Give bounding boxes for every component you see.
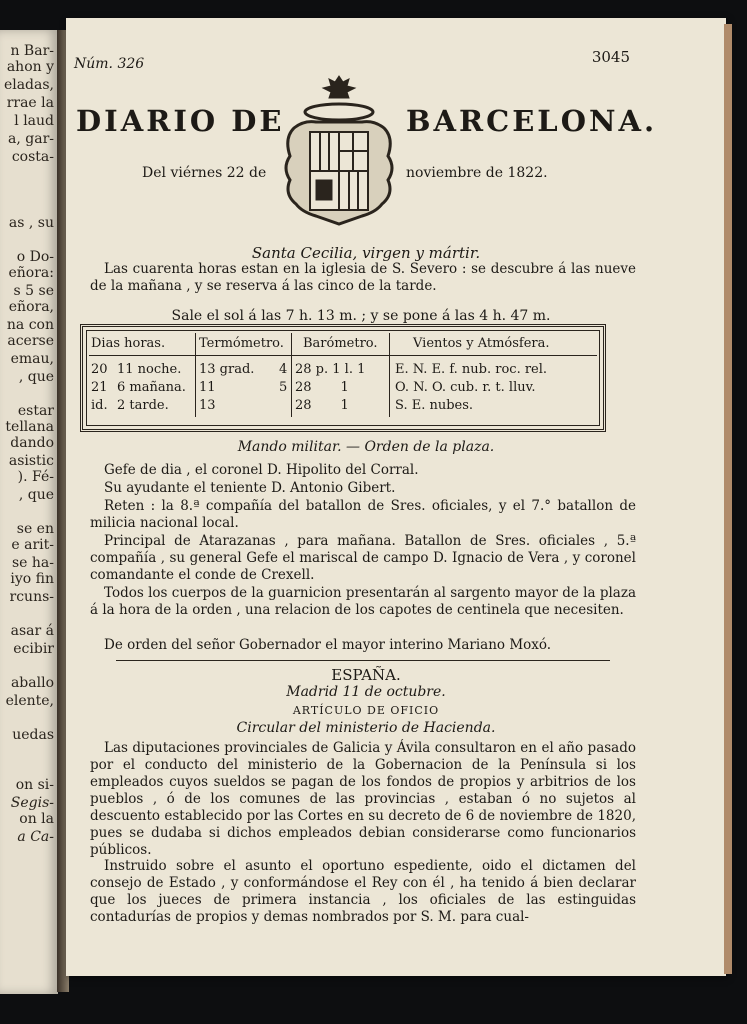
left-page-text-fragment: aballo <box>10 675 54 691</box>
section-divider <box>116 660 610 661</box>
left-page-text-fragment: e arit- <box>11 537 54 553</box>
spain-p2: Instruido sobre el asunto el oportuno espediente, oido el dictamen del consejo de Estado , y conformándose el Rey con él , ha tenido á bien declarar que los jueces de primera instancia , los oficiales de las estinguidas contadurías de propios y demas nombrados por S. M. para cual- <box>90 858 636 925</box>
weather-cell: 13 grad. <box>199 362 255 377</box>
date-left: Del viérnes 22 de <box>142 165 267 181</box>
forty-hours-notice: Las cuarenta horas estan en la iglesia de S. Severo : se descubre á las nueve de la mañana , y se reserva á las cinco de la tarde. <box>90 261 636 294</box>
left-page-text-fragment: ahon y <box>6 59 54 75</box>
military-heading: Mando militar. — Orden de la plaza. <box>237 439 495 455</box>
date-right: noviembre de 1822. <box>406 165 548 181</box>
left-page-text-fragment: a Ca- <box>17 829 54 845</box>
page-number: 3045 <box>591 48 630 66</box>
left-page-text-fragment: on la <box>19 811 54 827</box>
left-page-text-fragment: eladas, <box>3 77 54 93</box>
military-p6: De orden del señor Gobernador el mayor interino Mariano Moxó. <box>104 637 552 653</box>
weather-cell: 20 <box>91 362 108 377</box>
weather-cell: 13 <box>199 398 216 413</box>
left-page-text-fragment: ecibir <box>13 641 54 657</box>
left-page-text-fragment: s 5 se <box>13 283 54 299</box>
left-page-text-fragment: asar á <box>10 623 54 639</box>
weather-cell: 4 <box>279 362 288 377</box>
left-page-text-fragment: as , su <box>8 215 54 231</box>
barcelona-coat-of-arms-icon <box>280 72 398 232</box>
left-page-text-fragment: iyo fin <box>10 571 54 587</box>
sunrise-sunset: Sale el sol á las 7 h. 13 m. ; y se pone á las 4 h. 47 m. <box>171 308 551 324</box>
article-kind: ARTÍCULO DE OFICIO <box>292 704 440 717</box>
weather-cell: 21 <box>91 380 108 395</box>
masthead-title-left: DIARIO DE <box>76 104 285 138</box>
weather-table <box>80 324 606 432</box>
weather-cell: 5 <box>279 380 288 395</box>
left-page-text-fragment: asistic <box>8 453 54 469</box>
left-page-text-fragment: dando <box>10 435 54 451</box>
left-page-text-fragment: a, gar- <box>8 131 54 147</box>
left-page-text-fragment: rcuns- <box>9 589 54 605</box>
left-page-text-fragment: Segis- <box>10 795 54 811</box>
left-page-text-fragment: n Bar- <box>10 43 54 59</box>
left-page-text-fragment: elente, <box>5 693 54 709</box>
weather-cell: E. N. E. f. nub. roc. rel. <box>395 362 548 377</box>
left-page-text-fragment: on si- <box>15 777 54 793</box>
military-p1: Gefe de dia , el coronel D. Hipolito del Corral. <box>104 462 419 478</box>
weather-header-barometer: Barómetro. <box>303 336 378 351</box>
military-p2: Su ayudante el teniente D. Antonio Gibert. <box>104 480 396 496</box>
left-page-text-fragment: emau, <box>10 351 54 367</box>
weather-cell: 2 tarde. <box>117 398 169 413</box>
weather-cell: 11 noche. <box>117 362 182 377</box>
weather-cell: 28 1 <box>295 398 349 413</box>
left-page-text-fragment: eñora: <box>8 265 54 281</box>
military-p3: Reten : la 8.ª compañía del batallon de Sres. oficiales, y el 7.° batallon de milicia nacional local. <box>90 498 636 531</box>
left-page-text-fragment: tellana <box>5 419 54 435</box>
left-page-text-fragment: l laud <box>14 113 54 129</box>
military-p4: Principal de Atarazanas , para mañana. Batallon de Sres. oficiales , 5.ª compañía , su general Gefe el mariscal de campo D. Ignacio de Vera , y coronel comandante el conde de Crexell. <box>90 533 636 583</box>
military-p5: Todos los cuerpos de la guarnicion presentarán al sargento mayor de la plaza á la hora de la orden , una relacion de los capotes de centinela que necesiten. <box>90 585 636 618</box>
left-page-text-fragment: acerse <box>7 333 54 349</box>
left-page-fragment <box>0 30 58 994</box>
page-edge <box>724 24 732 974</box>
left-page-text-fragment: estar <box>17 403 54 419</box>
spain-p1: Las diputaciones provinciales de Galicia y Ávila consultaron en el año pasado por el conducto del ministerio de la Gobernacion de la Península si los empleados cuyos sueldos se pagan de los fondos de propios y arbitrios de los pueblos , ó de los comunes de las provincias , estaban ó no sujetos al descuento establecido por las Cortes en su decreto de 6 de noviembre de 1820, pues se dudaba si dichos empleados debian considerarse como funcionarios públicos. <box>90 740 636 858</box>
left-page-text-fragment: , que <box>18 369 54 385</box>
left-page-text-fragment: se en <box>16 521 54 537</box>
weather-cell: 6 mañana. <box>117 380 186 395</box>
weather-header-thermometer: Termómetro. <box>199 336 284 351</box>
masthead-title-right: BARCELONA. <box>406 104 658 138</box>
left-page-text-fragment: na con <box>6 317 54 333</box>
weather-cell: 28 1 <box>295 380 349 395</box>
weather-cell: id. <box>91 398 108 413</box>
weather-cell: 28 p. 1 l. 1 <box>295 362 366 377</box>
spain-heading: ESPAÑA. <box>331 666 401 684</box>
left-page-text-fragment: rrae la <box>6 95 54 111</box>
left-page-text-fragment: costa- <box>11 149 54 165</box>
weather-header-days: Dias horas. <box>91 336 166 351</box>
left-page-text-fragment: se ha- <box>11 555 54 571</box>
left-page-text-fragment: ). Fé- <box>17 469 54 485</box>
issue-number: Núm. 326 <box>74 56 145 72</box>
weather-cell: 11 <box>199 380 216 395</box>
newspaper-page <box>66 18 726 976</box>
dateline: Madrid 11 de octubre. <box>286 684 446 700</box>
saint-of-day: Santa Cecilia, virgen y mártir. <box>251 244 481 262</box>
left-page-text-fragment: eñora, <box>8 299 54 315</box>
weather-header-wind: Vientos y Atmósfera. <box>413 336 550 351</box>
circular-title: Circular del ministerio de Hacienda. <box>236 720 496 736</box>
weather-cell: S. E. nubes. <box>395 398 474 413</box>
left-page-text-fragment: o Do- <box>16 249 54 265</box>
left-page-text-fragment: , que <box>18 487 54 503</box>
weather-cell: O. N. O. cub. r. t. lluv. <box>395 380 536 395</box>
left-page-text-fragment: uedas <box>12 727 54 743</box>
